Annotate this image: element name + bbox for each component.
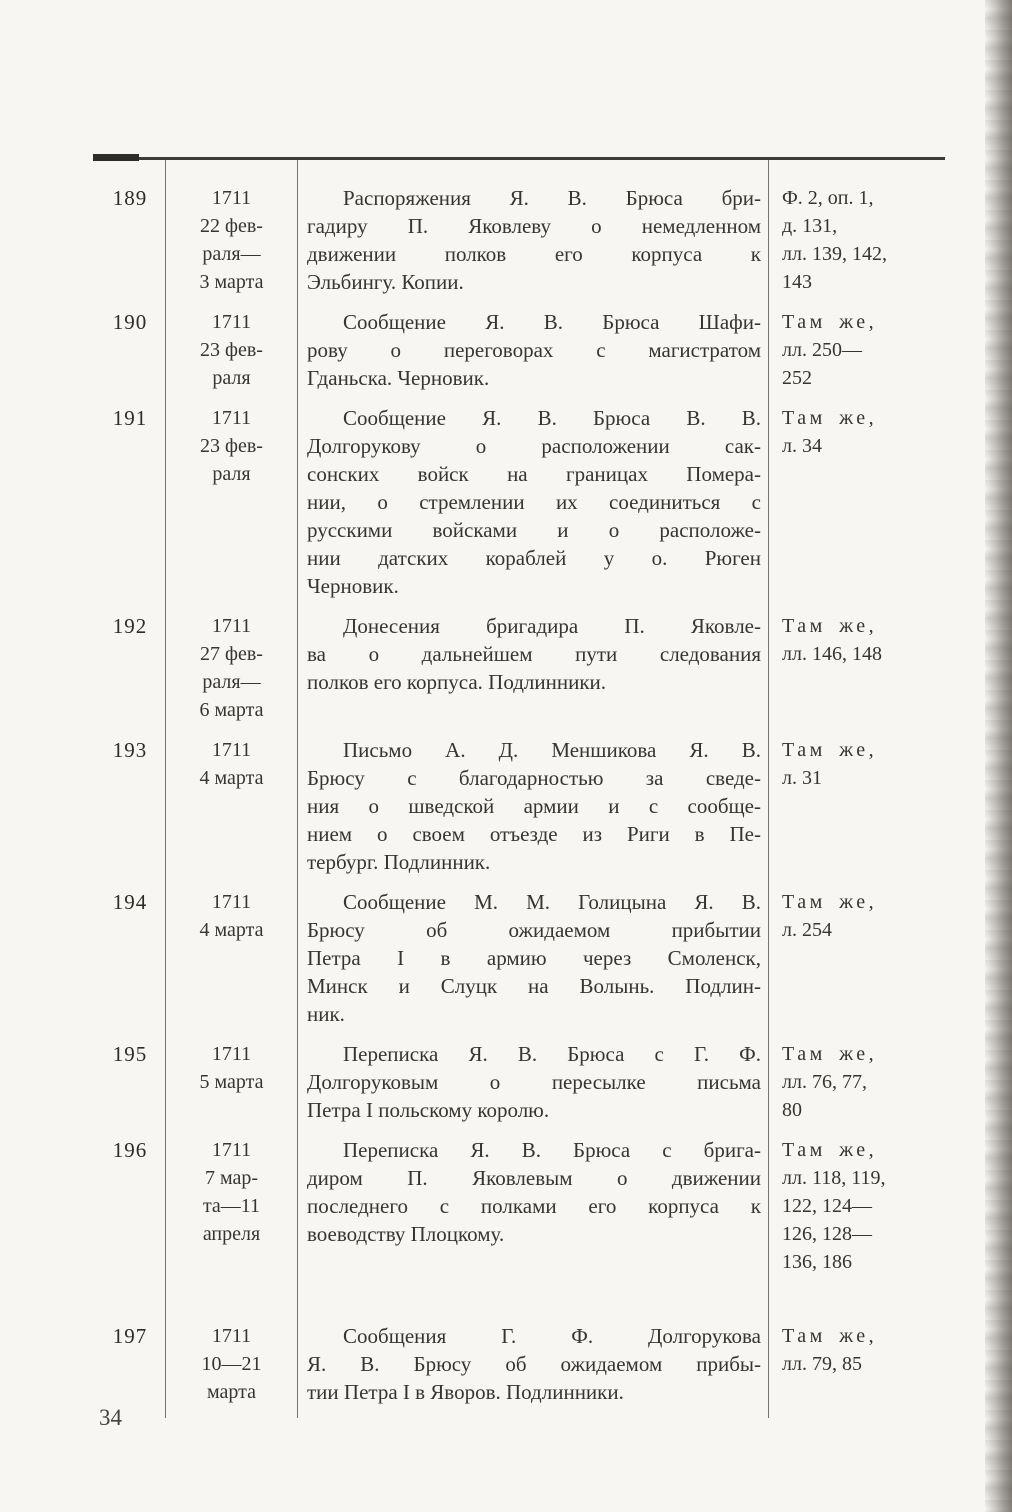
date-line: 1711 [211, 1139, 252, 1161]
entry-description [297, 1136, 768, 1322]
description-line: ник. [307, 1002, 345, 1026]
description-line: тии Петра I в Яворов. Подлинники. [307, 1380, 624, 1404]
date-line: раля— [202, 243, 261, 265]
description-line: Сообщения Г. Ф. Долгорукова [343, 1324, 761, 1348]
reference-line: Там же, [782, 407, 878, 429]
reference-line: лл. 250— [782, 339, 862, 361]
date-line: 1711 [211, 739, 252, 761]
entry-description [297, 612, 768, 736]
description-line: Сообщение М. М. Голицына Я. В. [343, 890, 761, 914]
reference-line: л. 34 [782, 435, 822, 457]
reference-line: Ф. 2, оп. 1, [782, 187, 874, 209]
date-line: 22 фев- [200, 215, 263, 237]
date-line: 1711 [211, 891, 252, 913]
table-row [95, 160, 945, 308]
reference-line: 122, 124— [782, 1195, 872, 1217]
date-line: 6 марта [199, 699, 264, 721]
entry-date [165, 888, 297, 1040]
reference-line: лл. 139, 142, [782, 243, 887, 265]
date-line: 23 фев- [200, 435, 263, 457]
description-line: Эльбингу. Копии. [307, 270, 464, 294]
date-line: раля [212, 463, 251, 485]
entry-date [165, 1322, 297, 1418]
reference-line: 80 [782, 1099, 802, 1121]
entry-number: 193 [112, 738, 148, 762]
date-line: раля [212, 367, 251, 389]
reference-line: 126, 128— [782, 1223, 872, 1245]
reference-line: л. 254 [782, 919, 832, 941]
description-line: Письмо А. Д. Меншикова Я. В. [343, 738, 761, 762]
entry-reference [768, 1322, 945, 1418]
entry-number: 189 [112, 186, 148, 210]
entry-date [165, 612, 297, 736]
date-line: 1711 [211, 1043, 252, 1065]
description-line: воеводству Плоцкому. [307, 1222, 505, 1246]
entry-date [165, 736, 297, 888]
description-line: нии датских кораблей у о. Рюген [307, 546, 761, 570]
description-line: Долгорукову о расположении сак- [307, 434, 761, 458]
description-line: Петра I в армию через Смоленск, [307, 946, 761, 970]
description-line: гадиру П. Яковлеву о немедленном [307, 214, 761, 238]
entry-description [297, 888, 768, 1040]
table-row [95, 1040, 945, 1136]
description-line: тербург. Подлинник. [307, 850, 491, 874]
description-line: движении полков его корпуса к [307, 242, 761, 266]
description-line: нии, о стремлении их соединиться с [307, 490, 761, 514]
entry-number: 191 [112, 406, 148, 430]
table-row [95, 1322, 945, 1418]
date-line: 1711 [211, 187, 252, 209]
date-line: 1711 [211, 311, 252, 333]
date-line: 4 марта [199, 767, 264, 789]
description-line: Переписка Я. В. Брюса с Г. Ф. [343, 1042, 761, 1066]
description-line: Долгоруковым о пересылке письма [307, 1070, 761, 1094]
description-line: Минск и Слуцк на Волынь. Подлин- [307, 974, 761, 998]
entry-number: 192 [112, 614, 148, 638]
reference-line: Там же, [782, 1139, 878, 1161]
reference-line: лл. 79, 85 [782, 1353, 862, 1375]
book-scan-edge [985, 0, 1012, 1512]
table-row [95, 612, 945, 736]
entry-description [297, 736, 768, 888]
date-line: 23 фев- [200, 339, 263, 361]
entry-reference [768, 1136, 945, 1322]
entry-description [297, 160, 768, 308]
reference-line: лл. 146, 148 [782, 643, 882, 665]
entry-reference [768, 736, 945, 888]
reference-line: л. 31 [782, 767, 822, 789]
description-line: Донесения бригадира П. Яковле- [343, 614, 761, 638]
date-line: раля— [202, 671, 261, 693]
date-line: 5 марта [199, 1071, 264, 1093]
reference-line: Там же, [782, 739, 878, 761]
entry-date [165, 404, 297, 612]
description-line: Брюсу об ожидаемом прибытии [307, 918, 761, 942]
date-line: 4 марта [199, 919, 264, 941]
description-line: Сообщение Я. В. Брюса В. В. [343, 406, 761, 430]
description-line: Сообщение Я. В. Брюса Шафи- [343, 310, 761, 334]
reference-line: лл. 76, 77, [782, 1071, 867, 1093]
date-line: 1711 [211, 407, 252, 429]
reference-line: 143 [782, 271, 812, 293]
description-line: Переписка Я. В. Брюса с брига- [343, 1138, 761, 1162]
description-line: полков его корпуса. Подлинники. [307, 670, 607, 694]
entry-description [297, 404, 768, 612]
description-line: Гданьска. Черновик. [307, 366, 490, 390]
description-line: ния о шведской армии и с сообще- [307, 794, 761, 818]
entry-reference [768, 160, 945, 308]
reference-line: Там же, [782, 311, 878, 333]
page-number: 34 [99, 1405, 122, 1430]
entry-reference [768, 308, 945, 404]
entry-date [165, 308, 297, 404]
table-row [95, 1136, 945, 1322]
description-line: рову о переговорах с магистратом [307, 338, 761, 362]
table-row [95, 888, 945, 1040]
date-line: 1711 [211, 615, 252, 637]
table-row [95, 404, 945, 612]
date-line: апреля [202, 1223, 261, 1245]
entry-number: 196 [112, 1138, 148, 1162]
description-line: Петра I польскому королю. [307, 1098, 550, 1122]
table-row [95, 308, 945, 404]
entry-number: 194 [112, 890, 148, 914]
table-rows [95, 160, 945, 1418]
description-line: последнего с полками его корпуса к [307, 1194, 761, 1218]
reference-line: 136, 186 [782, 1251, 852, 1273]
date-line: 1711 [211, 1325, 252, 1347]
entry-reference [768, 404, 945, 612]
description-line: Я. В. Брюсу об ожидаемом прибы- [307, 1352, 761, 1376]
reference-line: Там же, [782, 891, 878, 913]
entry-reference [768, 888, 945, 1040]
reference-line: 252 [782, 367, 812, 389]
entry-description [297, 1040, 768, 1136]
entry-date [165, 1040, 297, 1136]
reference-line: д. 131, [782, 215, 838, 237]
table-row [95, 736, 945, 888]
description-line: диром П. Яковлевым о движении [307, 1166, 761, 1190]
date-line: 10—21 [201, 1353, 262, 1375]
inventory-table [95, 157, 945, 1418]
entry-date [165, 1136, 297, 1322]
entry-description [297, 308, 768, 404]
description-line: Брюсу с благодарностью за сведе- [307, 766, 761, 790]
description-line: Распоряжения Я. В. Брюса бри- [343, 186, 761, 210]
entry-reference [768, 1040, 945, 1136]
entry-reference [768, 612, 945, 736]
reference-line: лл. 118, 119, [782, 1167, 886, 1189]
date-line: 7 мар- [204, 1167, 259, 1189]
description-line: Черновик. [307, 574, 399, 598]
date-line: 3 марта [199, 271, 264, 293]
entry-description [297, 1322, 768, 1418]
entry-date [165, 160, 297, 308]
date-line: 27 фев- [200, 643, 263, 665]
date-line: марта [207, 1381, 256, 1403]
entry-number: 197 [112, 1324, 148, 1348]
description-line: сонских войск на границах Помера- [307, 462, 761, 486]
description-line: ва о дальнейшем пути следования [307, 642, 761, 666]
reference-line: Там же, [782, 1043, 878, 1065]
reference-line: Там же, [782, 1325, 878, 1347]
date-line: та—11 [202, 1195, 261, 1217]
description-line: нием о своем отъезде из Риги в Пе- [307, 822, 761, 846]
entry-number: 190 [112, 310, 148, 334]
entry-number: 195 [112, 1042, 148, 1066]
table-top-rule [93, 154, 139, 161]
description-line: русскими войсками и о расположе- [307, 518, 761, 542]
reference-line: Там же, [782, 615, 878, 637]
